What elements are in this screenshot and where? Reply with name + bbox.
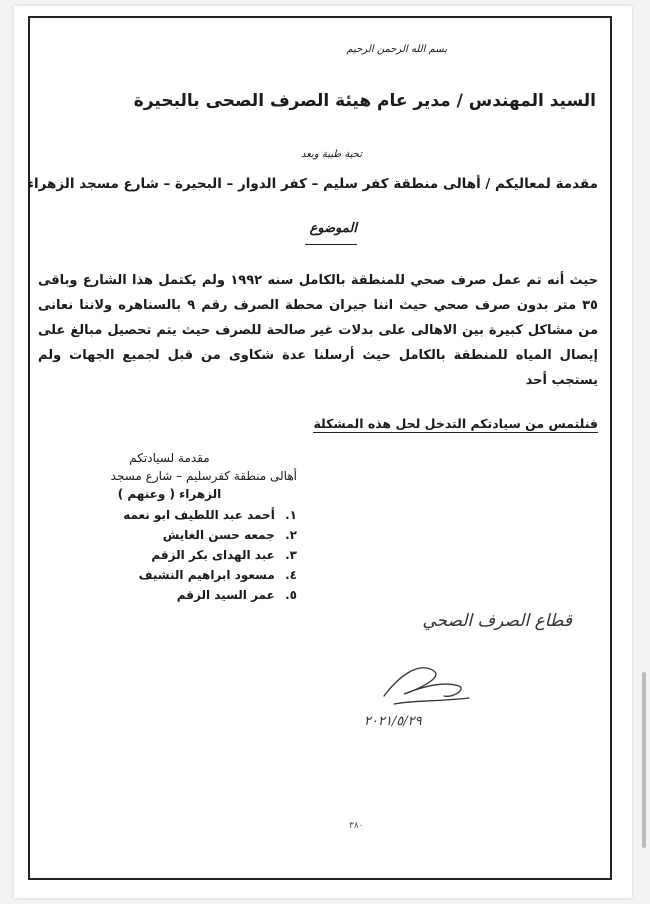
handwritten-date: ٢٠٢١/٥/٢٩: [364, 714, 422, 729]
scanned-page: [14, 6, 632, 898]
page-border: [28, 16, 612, 880]
signers-line-1: أهالى منطقة كفرسليم – شارع مسجد: [110, 469, 297, 483]
greeting: تحية طيبة وبعد: [300, 149, 362, 160]
list-item: ٥. عمر السيد الزقم: [176, 588, 297, 602]
list-item: ٣. عبد الهداى بكر الزقم: [151, 548, 297, 562]
signature-scribble: [374, 656, 484, 716]
scrollbar[interactable]: [642, 672, 646, 848]
footer-mark: ٣٨٠: [349, 821, 364, 831]
signers-block: [42, 449, 297, 605]
letter-body: حيث أنه تم عمل صرف صحي للمنطقة بالكامل سنه ١٩٩٢ ولم يكتمل هذا الشارع وباقى ٣٥ متر بدون صرف صحي حيث اننا جيران محطة الصرف رقم ٩ بالسناهره ولاننا نعانى من مشاكل كبيرة بين الاهالى على بدلات غير صالحة للصرف حيث يتم تحصيل مبالغ على إيصال المياه للمنطقة بالكامل حيث أرسلنا عدة شكاوى من قبل لجميع الجهات ولم يستجب أحد: [38, 273, 598, 388]
handwritten-note: قطاع الصرف الصحي: [422, 611, 572, 631]
list-item: ١. أحمد عبد اللطيف ابو نعمه: [123, 508, 297, 522]
basmala: بسم الله الرحمن الرحيم: [346, 44, 447, 55]
subject-heading: الموضوع: [309, 221, 357, 236]
intro-line: مقدمة لمعاليكم / أهالى منطقة كفر سليم – كفر الدوار – البحيرة – شارع مسجد الزهراء: [27, 176, 598, 192]
list-item: ٢. جمعه حسن الغايش: [162, 528, 297, 542]
signers-line-2: الزهراء ( وعنهم ): [117, 487, 222, 501]
request-line: فنلتمس من سيادتكم التدخل لحل هذه المشكلة: [313, 416, 598, 431]
signers-list: [42, 505, 297, 605]
signers-title: مقدمة لسيادتكم: [129, 451, 210, 465]
recipient-heading: السيد المهندس / مدير عام هيئة الصرف الصحى بالبحيرة: [133, 91, 596, 111]
subject-underline: [305, 244, 357, 245]
list-item: ٤. مسعود ابراهيم النشيف: [138, 568, 297, 582]
